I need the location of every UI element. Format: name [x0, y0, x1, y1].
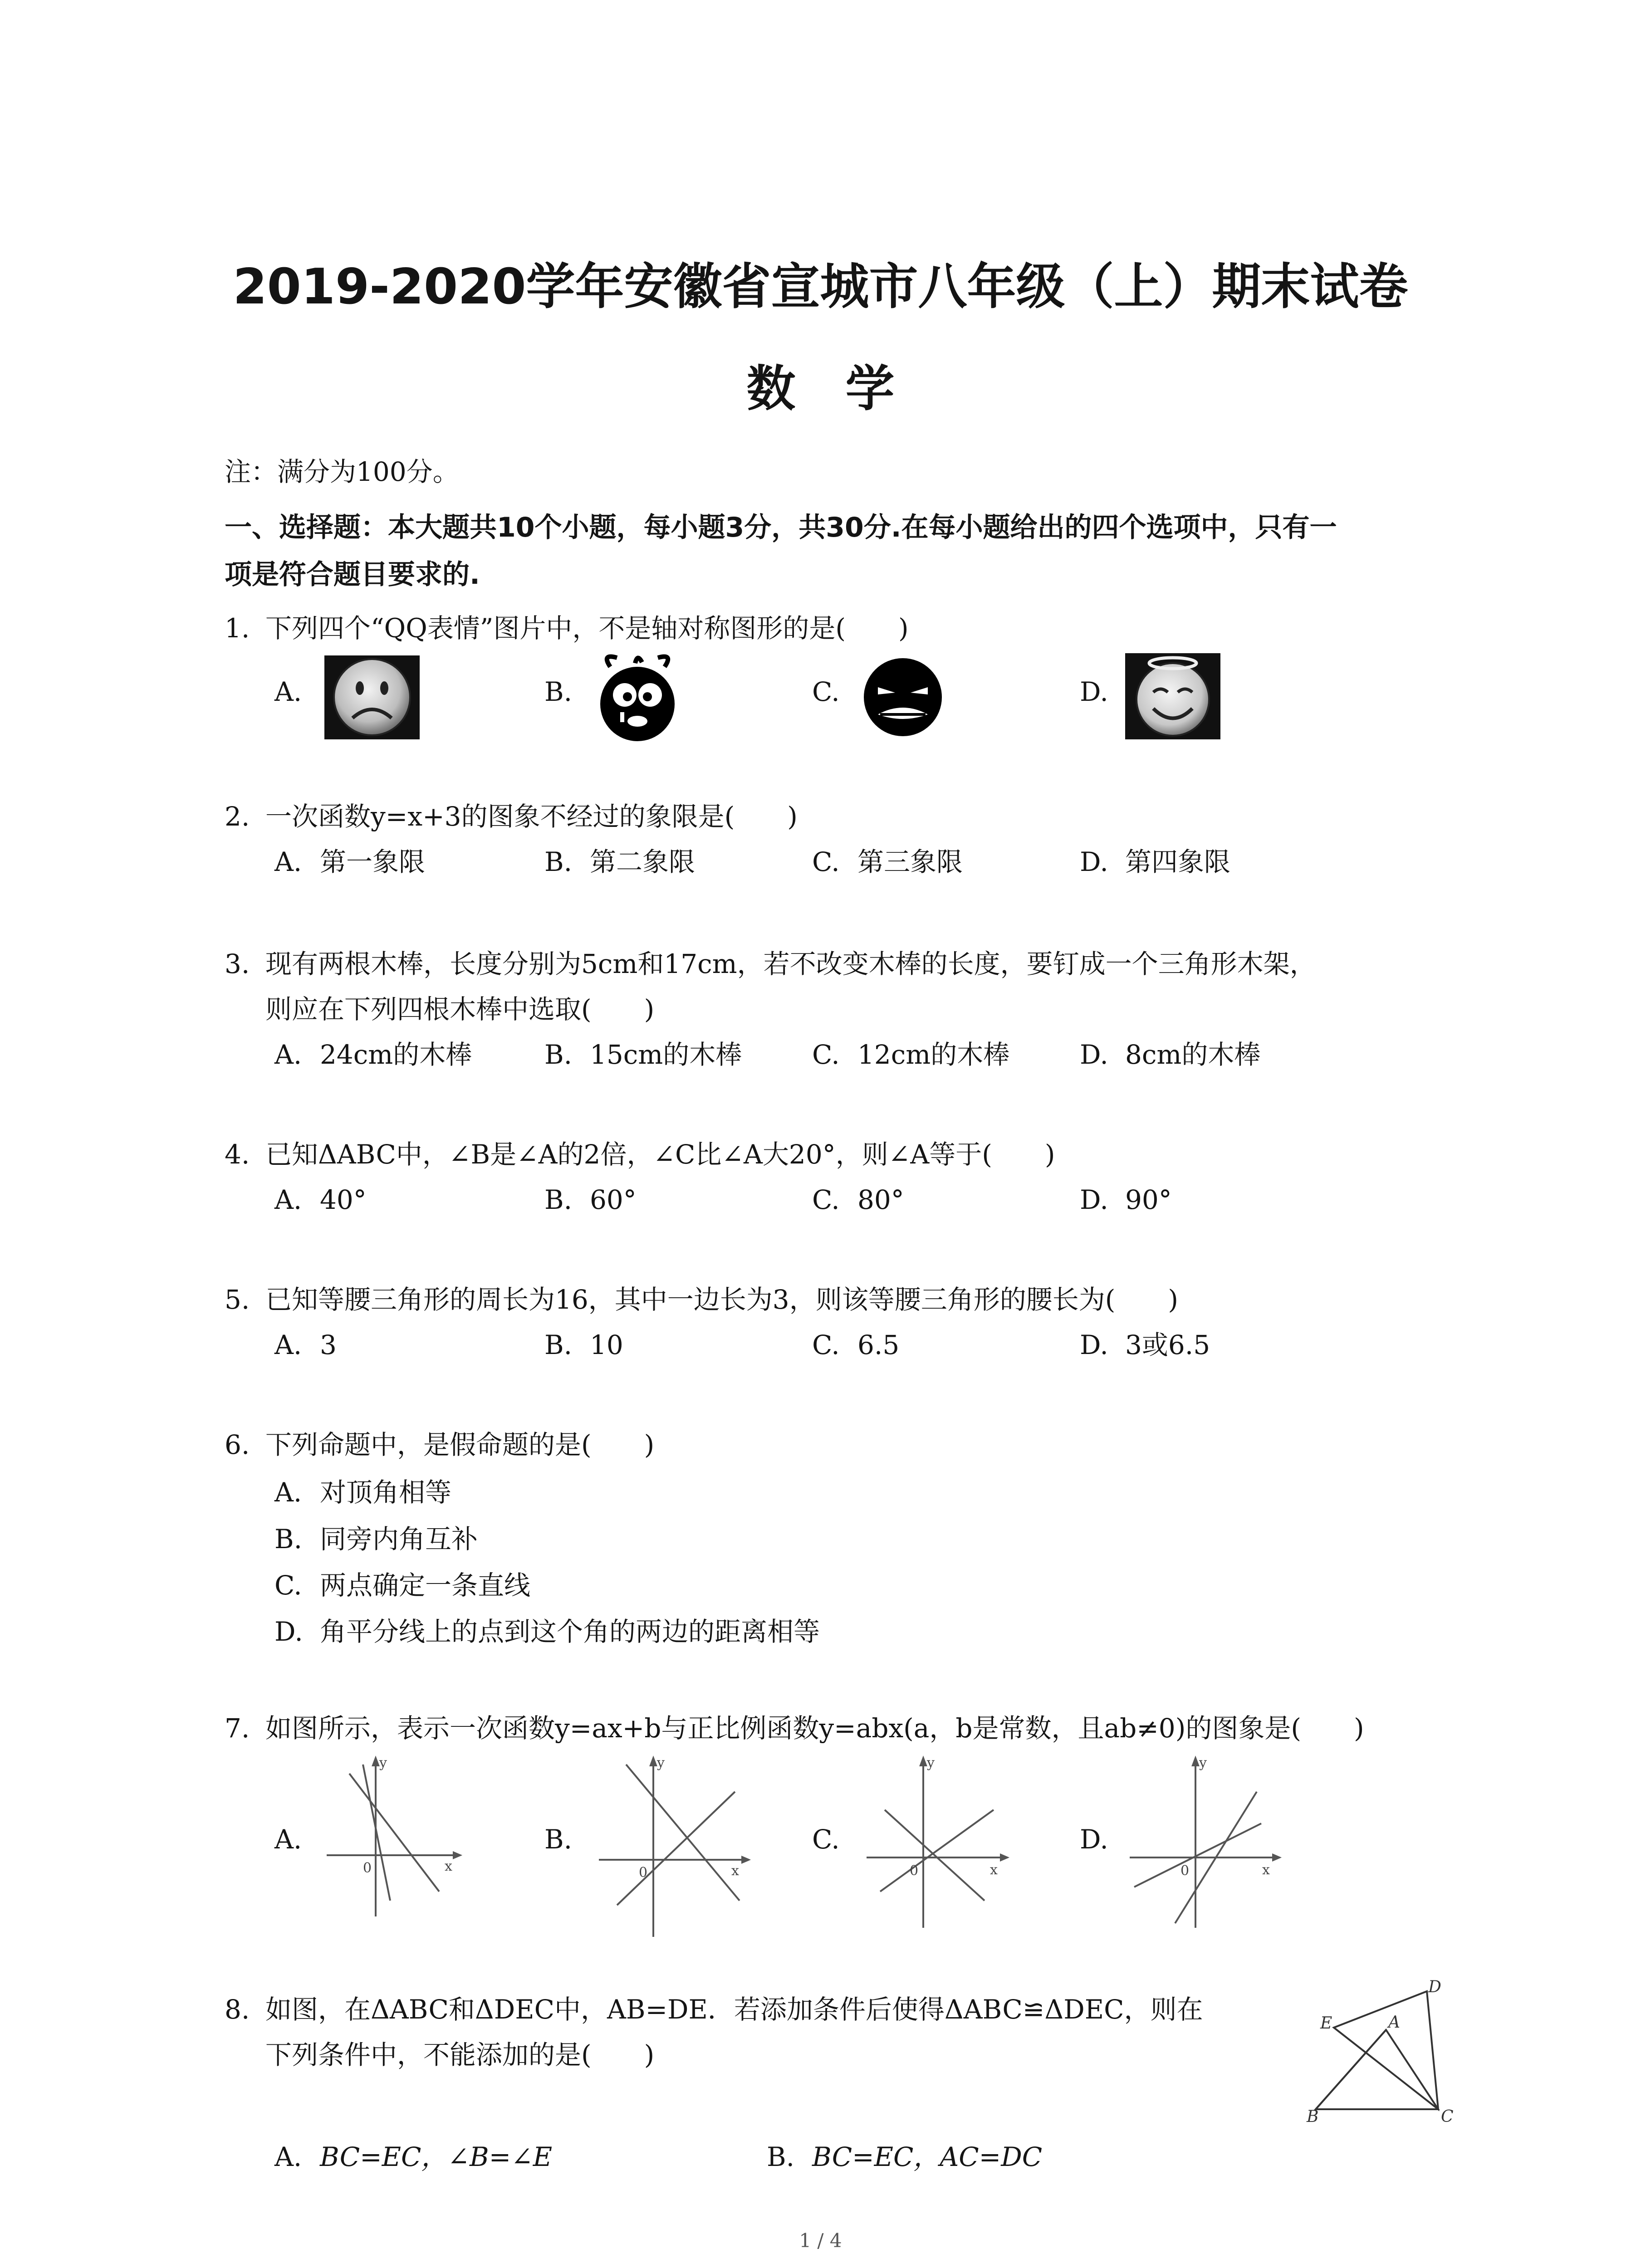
- question-stem: 下列命题中，是假命题的是( ): [265, 1429, 655, 1460]
- y-axis-label: y: [657, 1755, 665, 1771]
- graph-option-d: [1121, 1755, 1284, 1932]
- option-text: 角平分线上的点到这个角的两边的距离相等: [320, 1616, 820, 1647]
- option-label: C.: [274, 1570, 302, 1601]
- question-stem: 如图，在ΔABC和ΔDEC中，AB=DE．若添加条件后使得ΔABC≌ΔDEC，则在: [265, 1994, 1203, 2025]
- question-stem: 已知等腰三角形的周长为16，其中一边长为3，则该等腰三角形的腰长为( ): [265, 1284, 1178, 1315]
- option-text: BC=EC，AC=DC: [812, 2141, 1043, 2172]
- option-label: A.: [274, 1477, 302, 1508]
- option-text: 24cm的木棒: [320, 1039, 472, 1070]
- option-label: A.: [274, 1039, 302, 1070]
- option-label: B.: [544, 1330, 573, 1360]
- question-stem: 现有两根木棒，长度分别为5cm和17cm，若不改变木棒的长度，要钉成一个三角形木架，: [265, 948, 1316, 979]
- option-label: A.: [274, 846, 302, 877]
- option-text: 第二象限: [590, 846, 696, 877]
- x-axis-label: x: [1262, 1862, 1270, 1878]
- option-text: 12cm的木棒: [857, 1039, 1010, 1070]
- option-label: C.: [812, 1184, 840, 1215]
- vertex-a-label: A: [1388, 2013, 1400, 2032]
- question-number: 8.: [225, 1994, 250, 2025]
- option-text: BC=EC，∠B=∠E: [320, 2141, 553, 2172]
- x-axis-label: x: [445, 1858, 452, 1874]
- graph-option-b: [590, 1755, 753, 1941]
- triangle-figure: [1298, 1978, 1465, 2123]
- option-label: C.: [812, 1824, 840, 1855]
- option-label: D.: [1080, 1184, 1108, 1215]
- option-label: D.: [274, 1616, 303, 1647]
- graph-option-c: [857, 1755, 1012, 1932]
- origin-label: 0: [910, 1863, 919, 1879]
- question-number: 6.: [225, 1429, 250, 1460]
- option-label: D.: [1080, 1039, 1108, 1070]
- option-text: 90°: [1125, 1184, 1172, 1215]
- question-stem-line2: 则应在下列四根木棒中选取( ): [265, 994, 655, 1025]
- sad-face-icon: [324, 655, 420, 739]
- option-text: 两点确定一条直线: [320, 1570, 531, 1601]
- page-indicator: 1 / 4: [799, 2229, 842, 2252]
- question-number: 7.: [225, 1713, 250, 1744]
- y-axis-label: y: [379, 1755, 387, 1771]
- y-axis-label: y: [927, 1755, 935, 1771]
- question-stem-line2: 下列条件中，不能添加的是( ): [265, 2039, 655, 2070]
- grimace-face-icon: [860, 655, 946, 739]
- option-text: 8cm的木棒: [1125, 1039, 1261, 1070]
- option-text: 40°: [320, 1184, 367, 1215]
- option-label: B.: [767, 2141, 795, 2172]
- bird-face-icon: [592, 653, 683, 742]
- question-number: 5.: [225, 1284, 250, 1315]
- option-label: A.: [274, 1824, 302, 1855]
- option-text: 15cm的木棒: [590, 1039, 742, 1070]
- option-label: A.: [274, 676, 302, 707]
- x-axis-label: x: [990, 1862, 998, 1878]
- option-text: 80°: [857, 1184, 904, 1215]
- option-text: 对顶角相等: [320, 1477, 452, 1508]
- option-label: B.: [544, 676, 573, 707]
- option-label: B.: [544, 1184, 573, 1215]
- option-text: 第一象限: [320, 846, 426, 877]
- section-heading-line1: 一、选择题：本大题共10个小题，每小题3分，共30分.在每小题给出的四个选项中，只有一: [225, 512, 1337, 543]
- exam-subject: 数学: [746, 361, 945, 417]
- option-label: C.: [812, 846, 840, 877]
- option-text: 同旁内角互补: [320, 1524, 478, 1554]
- option-label: C.: [812, 676, 840, 707]
- graph-option-a: [318, 1755, 467, 1923]
- question-number: 4.: [225, 1139, 250, 1170]
- score-note: 注：满分为100分。: [225, 456, 459, 487]
- option-label: A.: [274, 1330, 302, 1360]
- option-text: 60°: [590, 1184, 637, 1215]
- option-text: 第四象限: [1125, 846, 1231, 877]
- origin-label: 0: [363, 1860, 372, 1876]
- option-label: B.: [544, 1824, 573, 1855]
- option-text: 第三象限: [857, 846, 963, 877]
- y-axis-label: y: [1199, 1755, 1207, 1771]
- question-number: 2.: [225, 801, 250, 832]
- vertex-d-label: D: [1428, 1978, 1441, 1996]
- option-label: B.: [274, 1524, 303, 1554]
- option-label: A.: [274, 1184, 302, 1215]
- option-label: C.: [812, 1330, 840, 1360]
- option-label: D.: [1080, 1330, 1108, 1360]
- option-text: 3: [320, 1330, 337, 1360]
- origin-label: 0: [639, 1865, 648, 1881]
- vertex-e-label: E: [1320, 2014, 1332, 2033]
- origin-label: 0: [1181, 1863, 1190, 1879]
- question-number: 1.: [225, 613, 250, 644]
- option-label: D.: [1080, 1824, 1108, 1855]
- option-label: D.: [1080, 846, 1108, 877]
- option-label: D.: [1080, 676, 1108, 707]
- section-heading-line2: 项是符合题目要求的.: [225, 559, 480, 591]
- vertex-b-label: B: [1307, 2107, 1319, 2123]
- option-label: B.: [544, 846, 573, 877]
- x-axis-label: x: [731, 1863, 739, 1879]
- question-stem: 下列四个“QQ表情”图片中，不是轴对称图形的是( ): [265, 613, 909, 644]
- option-label: B.: [544, 1039, 573, 1070]
- question-stem: 已知ΔABC中，∠B是∠A的2倍，∠C比∠A大20°，则∠A等于( ): [265, 1139, 1055, 1170]
- option-text: 3或6.5: [1125, 1330, 1210, 1360]
- vertex-c-label: C: [1441, 2107, 1454, 2123]
- exam-title: 2019-2020学年安徽省宣城市八年级（上）期末试卷: [233, 259, 1408, 315]
- option-label: C.: [812, 1039, 840, 1070]
- option-text: 6.5: [857, 1330, 900, 1360]
- option-text: 10: [590, 1330, 623, 1360]
- question-number: 3.: [225, 948, 250, 979]
- question-stem: 如图所示，表示一次函数y=ax+b与正比例函数y=abx(a，b是常数，且ab≠0)的图象是( ): [265, 1713, 1364, 1744]
- question-stem: 一次函数y=x+3的图象不经过的象限是( ): [265, 801, 798, 832]
- angel-face-icon: [1125, 653, 1220, 739]
- option-label: A.: [274, 2141, 302, 2172]
